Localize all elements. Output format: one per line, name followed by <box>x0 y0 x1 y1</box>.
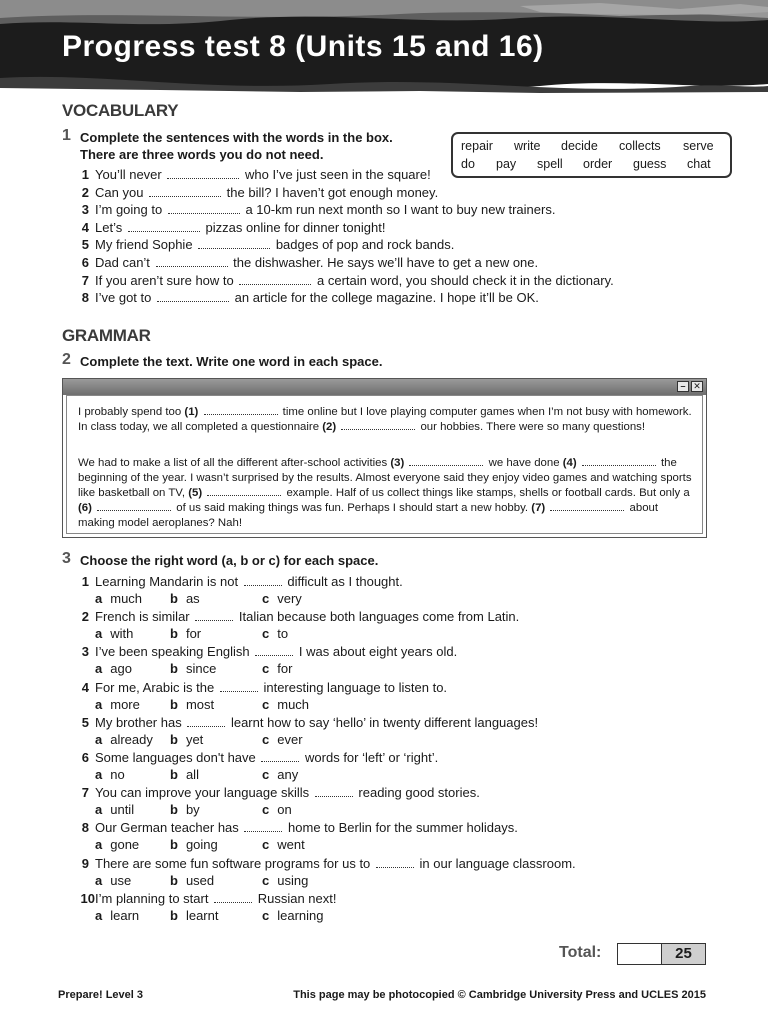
answer-gap[interactable] <box>156 256 228 267</box>
text-window <box>62 378 707 538</box>
mc-option-b[interactable]: b by <box>170 802 200 817</box>
mc-option-c[interactable]: c ever <box>262 732 303 747</box>
mc-option-a[interactable]: a learn <box>95 908 140 923</box>
mc-option-a[interactable]: a already <box>95 732 153 747</box>
word-box-word: decide <box>561 139 598 153</box>
answer-gap[interactable] <box>167 168 239 179</box>
answer-gap[interactable] <box>220 681 258 692</box>
mc-option-a[interactable]: a gone <box>95 837 140 852</box>
exercise-3-instruction: Choose the right word (a, b or c) for each space. <box>80 553 379 568</box>
word-box-word: do <box>461 157 475 171</box>
window-content <box>66 395 703 534</box>
mc-option-c[interactable]: c to <box>262 626 289 641</box>
mc-option-b[interactable]: b all <box>170 767 199 782</box>
mc-option-a[interactable]: a with <box>95 626 134 641</box>
mc-option-c[interactable]: c went <box>262 837 305 852</box>
answer-gap[interactable] <box>207 486 281 496</box>
mc-option-a[interactable]: a use <box>95 873 132 888</box>
answer-gap[interactable] <box>187 716 225 727</box>
answer-gap[interactable] <box>315 786 353 797</box>
vocabulary-heading: VOCABULARY <box>62 101 179 120</box>
mc-option-c[interactable]: c using <box>262 873 309 888</box>
total-label: Total: <box>559 944 602 961</box>
mc-option-c[interactable]: c on <box>262 802 292 817</box>
mc-option-b[interactable]: b learnt <box>170 908 219 923</box>
mc-option-b[interactable]: b for <box>170 626 202 641</box>
total-score-field[interactable] <box>617 943 662 965</box>
answer-gap[interactable] <box>239 274 311 285</box>
minimize-icon[interactable]: – <box>677 381 689 392</box>
word-box-word: collects <box>619 139 661 153</box>
paragraph-2: We had to make a list of all the different after-school activities (3) we have done (4) the beginning of the year. I wasn’t surprised by the results. Almost everyone said they enjoy video games and watching sports like basketball on TV, (5) example. Half of us collect things like stamps, shells or football cards. But only a (6) of us said making things was fun. Perhaps I should start a new hobby. (7) about making model aeroplanes? Nah! <box>78 457 692 529</box>
exercise-2-instruction: Complete the text. Write one word in each space. <box>80 354 383 369</box>
word-box-word: chat <box>687 157 711 171</box>
mc-option-a[interactable]: a until <box>95 802 135 817</box>
answer-gap[interactable] <box>157 291 229 302</box>
mc-option-c[interactable]: c for <box>262 661 293 676</box>
exercise-1-instruction-line1: Complete the sentences with the words in the box. <box>80 130 393 145</box>
footer-level: Prepare! Level 3 <box>58 989 143 1001</box>
answer-gap[interactable] <box>214 892 252 903</box>
exercise-3-number: 3 <box>62 550 71 567</box>
mc-option-c[interactable]: c much <box>262 697 310 712</box>
word-box-word: repair <box>461 139 493 153</box>
word-box-word: pay <box>496 157 517 171</box>
close-icon[interactable]: ✕ <box>691 381 703 392</box>
word-box <box>451 132 732 178</box>
answer-gap[interactable] <box>204 405 278 415</box>
mc-option-b[interactable]: b used <box>170 873 215 888</box>
answer-gap[interactable] <box>341 420 415 430</box>
mc-option-c[interactable]: c any <box>262 767 299 782</box>
answer-gap[interactable] <box>97 501 171 511</box>
mc-option-b[interactable]: b going <box>170 837 218 852</box>
mc-option-b[interactable]: b yet <box>170 732 204 747</box>
paragraph-1: I probably spend too (1) time online but I love playing computer games when I’m not busy with homework. In class today, we all completed a questionnaire (2) our hobbies. There were so many questions! <box>78 406 692 433</box>
footer-copyright: This page may be photocopied © Cambridge University Press and UCLES 2015 <box>293 989 706 1001</box>
total-max-score: 25 <box>661 943 706 965</box>
word-box-word: order <box>583 157 613 171</box>
mc-option-a[interactable]: a much <box>95 591 143 606</box>
mc-option-b[interactable]: b since <box>170 661 217 676</box>
mc-option-a[interactable]: a more <box>95 697 140 712</box>
mc-option-c[interactable]: c very <box>262 591 302 606</box>
answer-gap[interactable] <box>149 186 221 197</box>
header-banner <box>0 0 768 100</box>
word-box-word: serve <box>683 139 714 153</box>
mc-option-a[interactable]: a no <box>95 767 125 782</box>
answer-gap[interactable] <box>255 645 293 656</box>
answer-gap[interactable] <box>128 221 200 232</box>
word-box-word: spell <box>537 157 563 171</box>
word-box-word: guess <box>633 157 667 171</box>
answer-gap[interactable] <box>409 456 483 466</box>
answer-gap[interactable] <box>244 575 282 586</box>
mc-option-b[interactable]: b most <box>170 697 215 712</box>
exercise-2-number: 2 <box>62 351 71 368</box>
answer-gap[interactable] <box>261 751 299 762</box>
answer-gap[interactable] <box>198 238 270 249</box>
answer-gap[interactable] <box>195 610 233 621</box>
answer-gap[interactable] <box>582 456 656 466</box>
window-title-bar <box>63 379 706 395</box>
word-box-word: write <box>514 139 541 153</box>
answer-gap[interactable] <box>550 501 624 511</box>
answer-gap[interactable] <box>168 203 240 214</box>
answer-gap[interactable] <box>244 821 282 832</box>
answer-gap[interactable] <box>376 857 414 868</box>
exercise-1-number: 1 <box>62 127 71 144</box>
page-title: Progress test 8 (Units 15 and 16) <box>62 30 544 63</box>
mc-option-a[interactable]: a ago <box>95 661 132 676</box>
mc-option-b[interactable]: b as <box>170 591 200 606</box>
grammar-heading: GRAMMAR <box>62 326 151 345</box>
exercise-1-instruction-line2: There are three words you do not need. <box>80 147 324 162</box>
mc-option-c[interactable]: c learning <box>262 908 324 923</box>
